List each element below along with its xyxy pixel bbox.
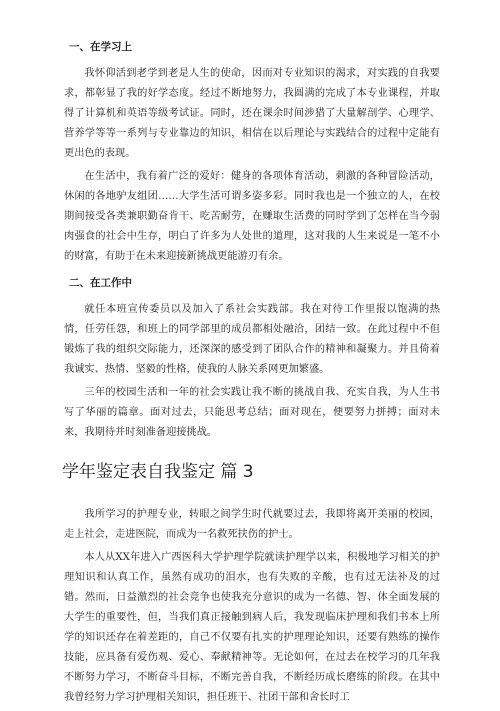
- section-heading-study: 一、在学习上: [69, 41, 132, 53]
- document-body: [64, 40, 440, 711]
- paragraph: 我怀仰活到老学到老是人生的使命，因而对专业知识的渴求，对实践的自我要求，都彰显了我的好学态度。经过不断地努力，我圆满的完成了本专业课程，并取得了计算机和英语等级考试证。同时，还在课余时间涉猎了大量解剖学、心理学、营养学等等一系列与专业靠边的知识，相信在以后理论与实践结合的过程中定能有更出色的表现。: [64, 68, 440, 159]
- section-heading-work: 二、在工作中: [69, 277, 132, 289]
- paragraph: 三年的校园生活和一年的社会实践让我不断的挑战自我、充实自我，为人生书写了华丽的篇章。面对过去，只能思考总结；面对现在，便要努力拼搏；面对未来，我期待并时刻准备迎接挑战。: [64, 387, 440, 438]
- paragraph: 在生活中，我有着广泛的爱好：健身的各项体育活动，刺激的各种冒险活动，休闲的各地驴友组团……大学生活可谓多姿多彩。同时我也是一个独立的人，在校期间接受各类兼职勤奋肯干、吃苦耐劳，在赚取生活费的同时学到了怎样在当今弱肉强食的社会中生存，明白了许多为人处世的道理，这对我的人生来说是一笔不小的财富，有助于在未来迎接新挑战更能游刃有余。: [64, 171, 440, 262]
- article-title: 学年鉴定表自我鉴定 篇 3: [62, 462, 254, 482]
- paragraph: 我所学习的护理专业，转眼之间学生时代就要过去，我即将离开美丽的校园，走上社会，走进医院，而成为一名救死扶伤的护士。: [64, 509, 440, 540]
- paragraph: 就任本班宣传委员以及加入了系社会实践部。我在对待工作里报以饱满的热情，任劳任怨，和班上的同学部里的成员都相处融洽，团结一致。在此过程中不但锻炼了我的组织交际能力，还深深的感受到了团队合作的精神和凝聚力。并且倚着我诚实、热情、坚毅的性格，使我的人脉关系网更加繁盛。: [64, 304, 440, 375]
- paragraph: 本人从XX年进入广西医科大学护理学院就读护理学以来，积极地学习相关的护理知识和认真工作，虽然有成功的泪水，也有失败的辛酸，也有过无法补及的过错。然而，日益激烈的社会竞争也使我充分意识的成为一名德、智、体全面发展的大学生的重要性，但，当我们真正接触到病人后，我发现临床护理和我们书本上所学的知识还存在着差距的，自己不仅要有扎实的护理理论知识，还要有熟练的操作技能，应具备有爱伤观、爱心、奉献精神等。无论如何，在过去在校学习的几年我不断努力学习，不断奋斗目标，不断完善自我，不断经历成长磨练的阶段。在其中我曾经努力学习护理相关知识，担任班干、社团干部和舍长时工: [64, 552, 440, 703]
